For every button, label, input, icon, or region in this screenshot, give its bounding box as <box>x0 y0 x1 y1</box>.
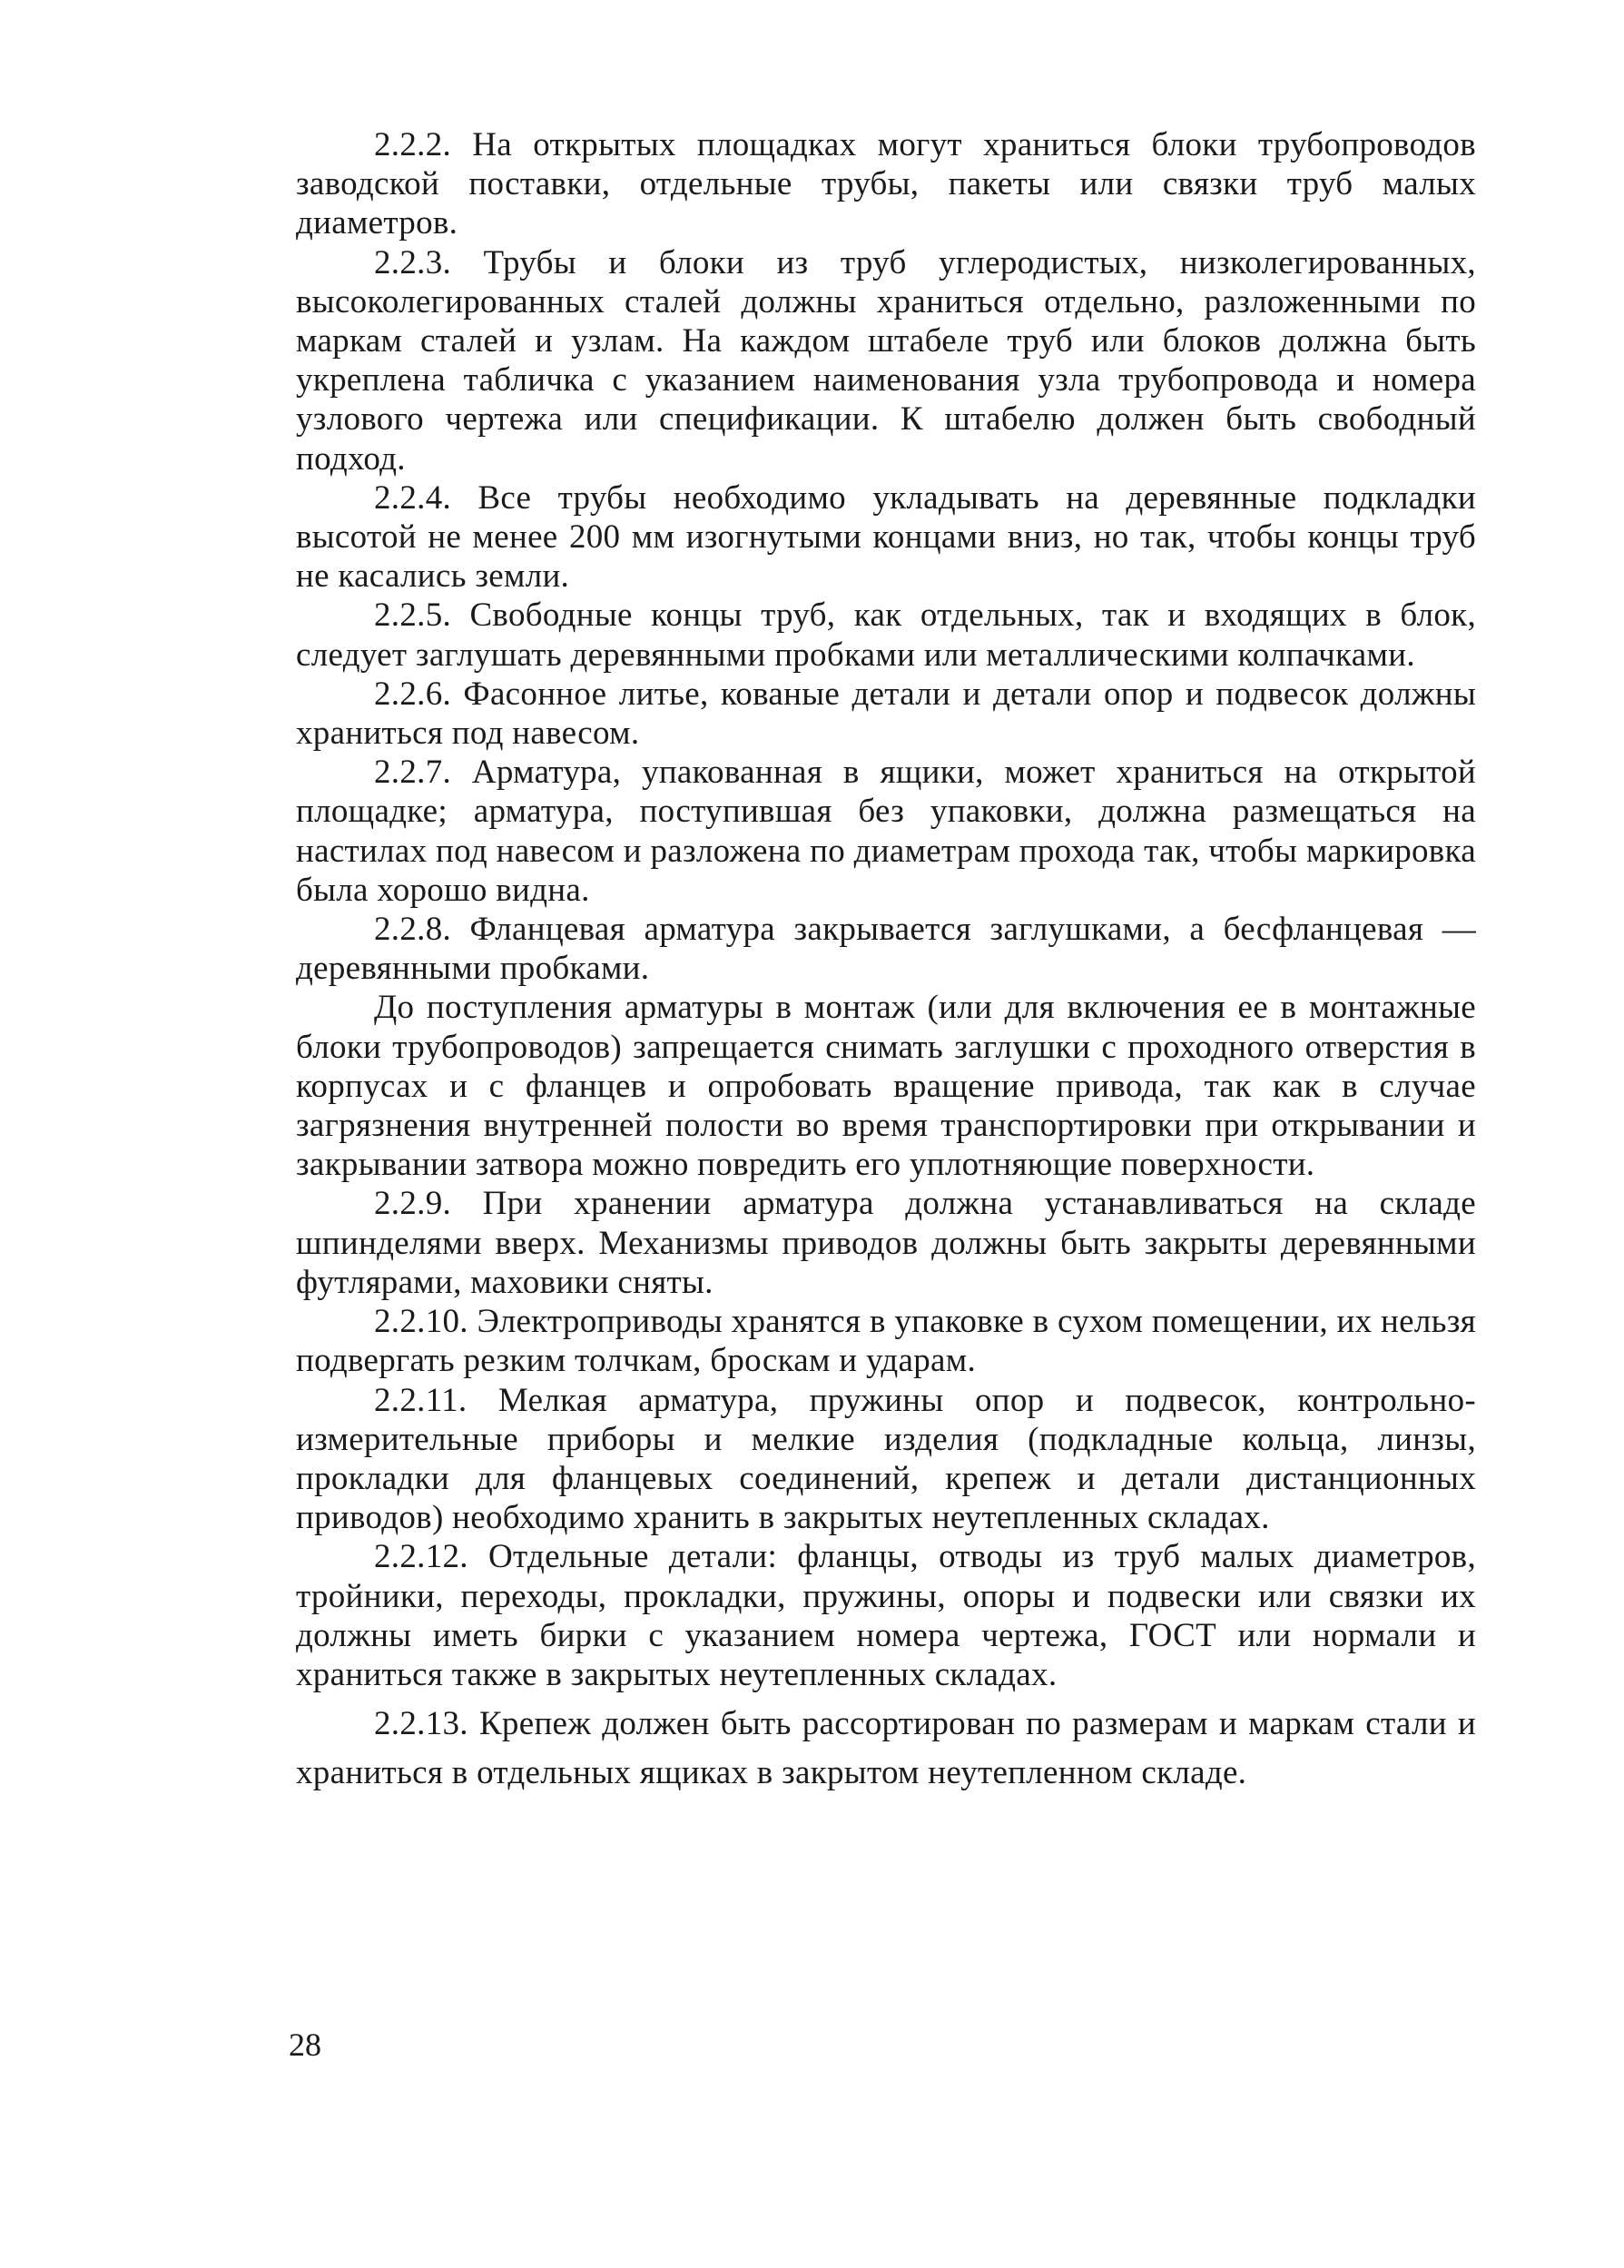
paragraph-2-2-7: 2.2.7. Арматура, упакованная в ящики, может храниться на открытой площадке; арматура, поступившая без упаковки, должна размещаться на настилах под навесом и разложена по диаметрам прохода так, чтобы маркировка была хорошо видна. <box>296 754 1476 909</box>
paragraph-2-2-5: 2.2.5. Свободные концы труб, как отдельных, так и входящих в блок, следует заглушать деревянными пробками или металлическими колпачками. <box>296 597 1476 674</box>
paragraph-2-2-9: 2.2.9. При хранении арматура должна устанавливаться на складе шпинделями вверх. Механизмы приводов должны быть закрыты деревянными футлярами, маховики сняты. <box>296 1185 1476 1301</box>
paragraph-2-2-13: 2.2.13. Крепеж должен быть рассортирован по размерам и маркам стали и храниться в отдельных ящиках в закрытом неутепленном складе. <box>296 1705 1476 1792</box>
paragraph-2-2-12: 2.2.12. Отдельные детали: фланцы, отводы из труб малых диаметров, тройники, переходы, прокладки, пружины, опоры и подвески или связки их должны иметь бирки с указанием номера чертежа, ГОСТ или нормали и храниться также в закрытых неутепленных складах. <box>296 1538 1476 1693</box>
paragraph-2-2-6: 2.2.6. Фасонное литье, кованые детали и детали опор и подвесок должны храниться под навесом. <box>296 675 1476 753</box>
paragraph-2-2-3: 2.2.3. Трубы и блоки из труб углеродистых, низколегированных, высоколегированных сталей должны храниться отдельно, разложенными по маркам сталей и узлам. На каждом штабеле труб или блоков должна быть укреплена табличка с указанием наименования узла трубопровода и номера узлового чертежа или спецификации. К штабелю должен быть свободный подход. <box>296 243 1476 478</box>
paragraph-2-2-4: 2.2.4. Все трубы необходимо укладывать на деревянные подкладки высотой не менее 200 мм изогнутыми концами вниз, но так, чтобы концы труб не касались земли. <box>296 478 1476 596</box>
paragraph-2-2-8-continued: До поступления арматуры в монтаж (или для включения ее в монтажные блоки трубопроводов) запрещается снимать заглушки с проходного отверстия в корпусах и с фланцев и опробовать вращение привода, так как в случае загрязнения внутренней полости во время транспортировки при открывании и закрывании затвора можно повредить его уплотняющие поверхности. <box>296 989 1476 1184</box>
paragraph-2-2-10: 2.2.10. Электроприводы хранятся в упаковке в сухом помещении, их нельзя подвергать резким толчкам, броскам и ударам. <box>296 1303 1476 1380</box>
body-text <box>296 125 1476 1798</box>
paragraph-2-2-2: 2.2.2. На открытых площадках могут храниться блоки трубопроводов заводской поставки, отдельные трубы, пакеты или связки труб малых диаметров. <box>296 126 1476 242</box>
paragraph-2-2-11: 2.2.11. Мелкая арматура, пружины опор и подвесок, контрольно-измерительные приборы и мелкие изделия (подкладные кольца, линзы, прокладки для фланцевых соединений, крепеж и детали дистанционных приводов) необходимо хранить в закрытых неутепленных складах. <box>296 1381 1476 1537</box>
page-number: 28 <box>289 2026 321 2063</box>
paragraph-2-2-8: 2.2.8. Фланцевая арматура закрывается заглушками, а бесфланцевая — деревянными пробками. <box>296 911 1476 988</box>
